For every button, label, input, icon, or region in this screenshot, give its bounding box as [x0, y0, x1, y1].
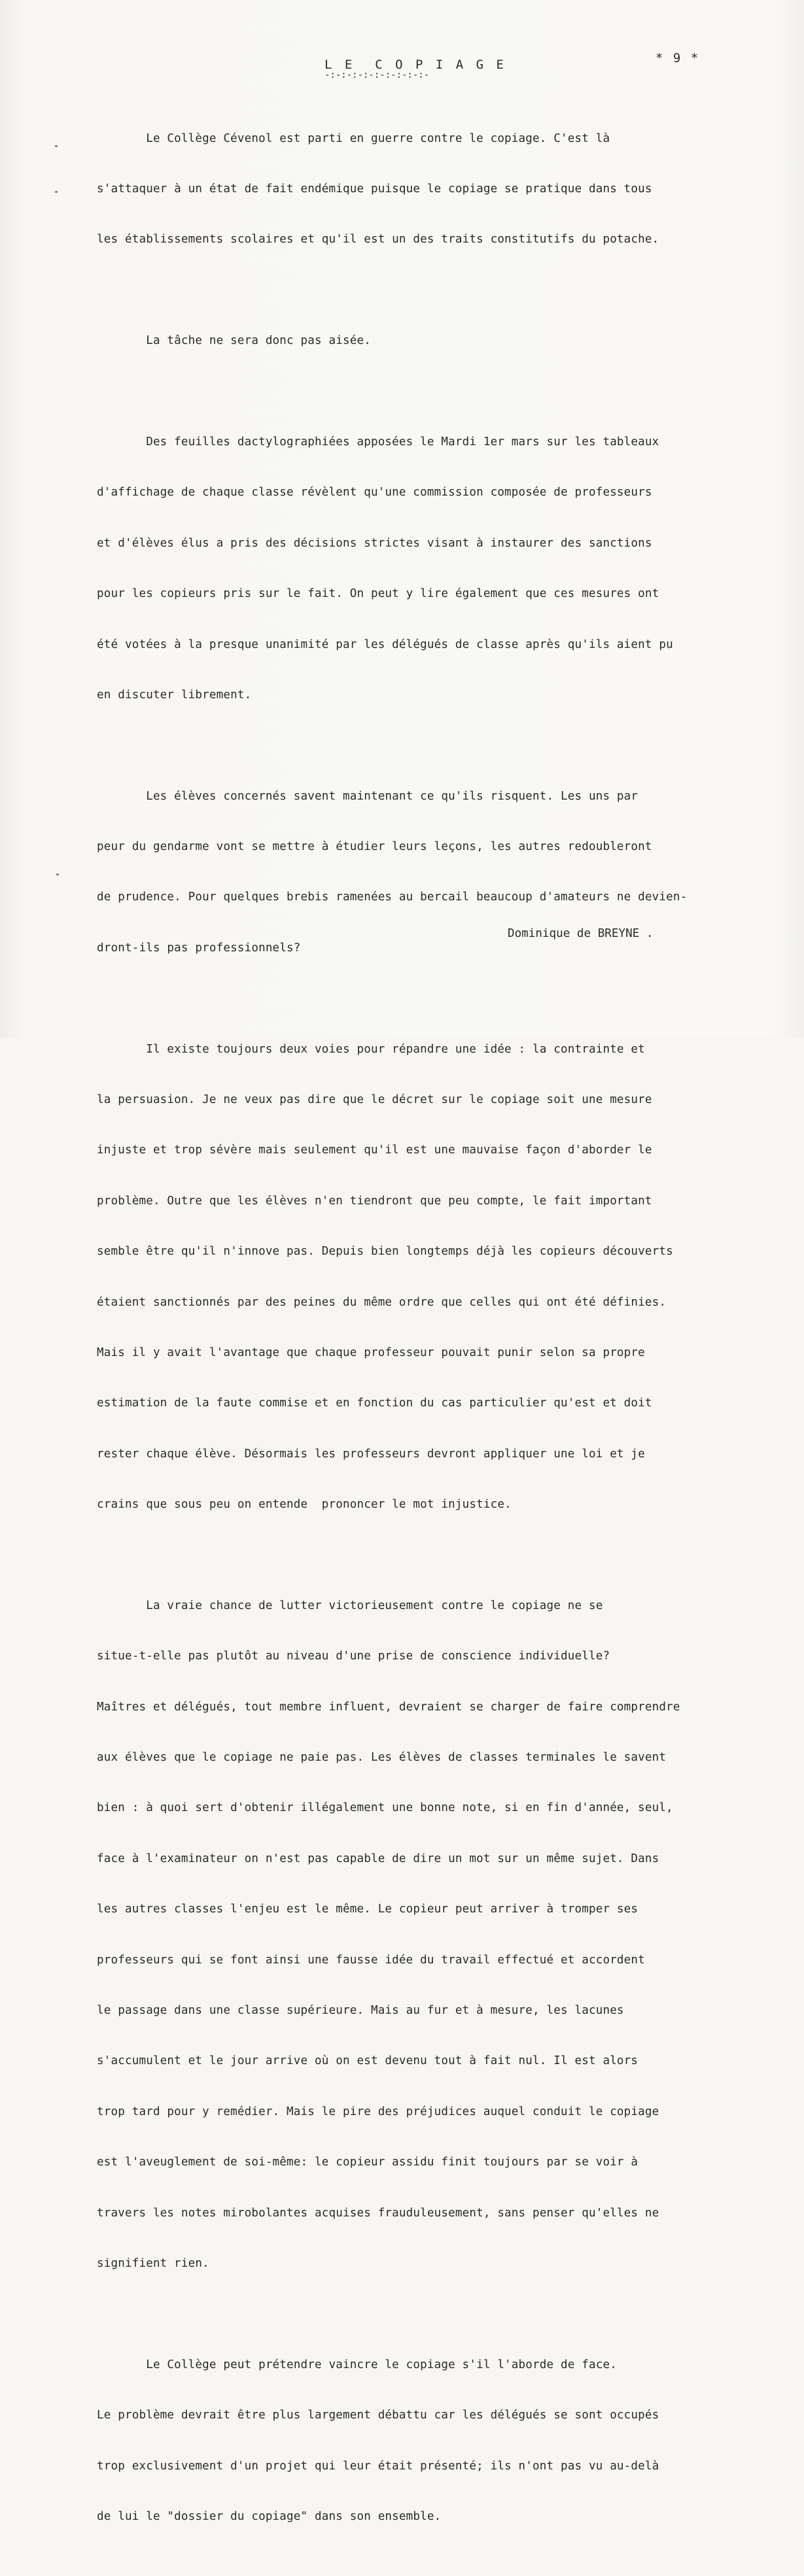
- title-underline: -:-:-:-:-:-:-:-:-:-: [324, 70, 430, 80]
- text-line: professeurs qui se font ainsi une fausse idée du travail effectué et accordent: [97, 1953, 645, 1967]
- text-line: été votées à la presque unanimité par les délégués de classe après qu'ils aient pu: [97, 637, 673, 651]
- text-line: dront-ils pas professionnels?: [97, 941, 301, 955]
- paragraph: [97, 1564, 744, 2306]
- page-title: L E C O P I A G E: [324, 58, 506, 72]
- text-line: la persuasion. Je ne veux pas dire que le décret sur le copiage soit une mesure: [97, 1093, 652, 1107]
- text-line: rester chaque élève. Désormais les professeurs devront appliquer une loi et je: [97, 1447, 645, 1461]
- text-line: situe-t-elle pas plutôt au niveau d'une prise de conscience individuelle?: [97, 1650, 610, 1663]
- text-line: La tâche ne sera donc pas aisée.: [97, 334, 371, 348]
- punch-mark: [55, 191, 58, 193]
- text-line: de lui le "dossier du copiage" dans son ensemble.: [97, 2509, 442, 2523]
- text-line: aux élèves que le copiage ne paie pas. Les élèves de classes terminales le savent: [97, 1751, 667, 1765]
- text-line: le passage dans une classe supérieure. Mais au fur et à mesure, les lacunes: [97, 2004, 624, 2018]
- text-line: estimation de la faute commise et en fonction du cas particulier qu'est et doit: [97, 1397, 652, 1410]
- text-line: les autres classes l'enjeu est le même. Le copieur peut arriver à tromper ses: [97, 1903, 638, 1916]
- text-line: et d'élèves élus a pris des décisions strictes visant à instaurer des sanctions: [97, 536, 652, 550]
- text-line: face à l'examinateur on n'est pas capable de dire un mot sur un même sujet. Dans: [97, 1852, 659, 1865]
- text-line: Le Collège Cévenol est parti en guerre contre le copiage. C'est là: [97, 131, 610, 145]
- text-line: signifient rien.: [97, 2257, 209, 2270]
- text-line: Le Collège peut prétendre vaincre le copiage s'il l'aborde de face.: [97, 2358, 617, 2371]
- page-number: * 9 *: [655, 51, 700, 65]
- paragraph: [97, 754, 744, 991]
- text-line: trop tard pour y remédier. Mais le pire des préjudices auquel conduit le copiage: [97, 2105, 659, 2118]
- text-line: Il existe toujours deux voies pour répandre une idée : la contrainte et: [97, 1042, 645, 1056]
- text-line: les établissements scolaires et qu'il est un des traits constitutifs du potache.: [97, 233, 659, 246]
- text-line: injuste et trop sévère mais seulement qu'il est une mauvaise façon d'aborder le: [97, 1144, 652, 1157]
- article-body: [97, 97, 744, 2576]
- text-line: d'affichage de chaque classe révèlent qu'une commission composée de professeurs: [97, 486, 652, 500]
- text-line: semble être qu'il n'innove pas. Depuis bien longtemps déjà les copieurs découverts: [97, 1245, 673, 1259]
- text-line: de prudence. Pour quelques brebis ramenées au bercail beaucoup d'amateurs ne devien-: [97, 890, 688, 904]
- paragraph: [97, 1008, 744, 1548]
- text-line: trop exclusivement d'un projet qui leur était présenté; ils n'ont pas vu au-delà: [97, 2459, 659, 2473]
- text-line: Des feuilles dactylographiées apposées le Mardi 1er mars sur les tableaux: [97, 435, 659, 449]
- text-line: bien : à quoi sert d'obtenir illégalement une bonne note, si en fin d'année, seul,: [97, 1801, 673, 1815]
- text-line: Maîtres et délégués, tout membre influent, devraient se charger de faire comprendre: [97, 1700, 680, 1714]
- text-line: Le problème devrait être plus largement débattu car les délégués se sont occupés: [97, 2409, 659, 2422]
- text-line: problème. Outre que les élèves n'en tiendront que peu compte, le fait important: [97, 1194, 652, 1208]
- author-signature: Dominique de BREYNE .: [508, 927, 654, 940]
- text-line: travers les notes mirobolantes acquises frauduleusement, sans penser qu'elles ne: [97, 2206, 659, 2220]
- paragraph: [97, 97, 744, 282]
- punch-mark: [55, 145, 58, 147]
- text-line: étaient sanctionnés par des peines du même ordre que celles qui ont été définies.: [97, 1295, 667, 1309]
- paragraph: [97, 299, 744, 384]
- title-block: [324, 58, 506, 78]
- text-line: La vraie chance de lutter victorieusement contre le copiage ne se: [97, 1599, 603, 1612]
- text-line: s'accumulent et le jour arrive où on est devenu tout à fait nul. Il est alors: [97, 2054, 638, 2068]
- text-line: s'attaquer à un état de fait endémique puisque le copiage se pratique dans tous: [97, 182, 652, 195]
- text-line: Mais il y avait l'avantage que chaque professeur pouvait punir selon sa propre: [97, 1346, 645, 1359]
- paragraph: [97, 400, 744, 737]
- punch-mark: [56, 873, 59, 875]
- text-line: en discuter librement.: [97, 688, 252, 702]
- text-line: peur du gendarme vont se mettre à étudier leurs leçons, les autres redoubleront: [97, 840, 652, 854]
- text-line: crains que sous peu on entende prononcer le mot injustice.: [97, 1498, 512, 1512]
- text-line: pour les copieurs pris sur le fait. On peut y lire également que ces mesures ont: [97, 587, 659, 601]
- text-line: est l'aveuglement de soi-même: le copieur assidu finit toujours par se voir à: [97, 2156, 638, 2169]
- text-line: Les élèves concernés savent maintenant ce qu'ils risquent. Les uns par: [97, 789, 638, 803]
- paragraph: [97, 2323, 744, 2559]
